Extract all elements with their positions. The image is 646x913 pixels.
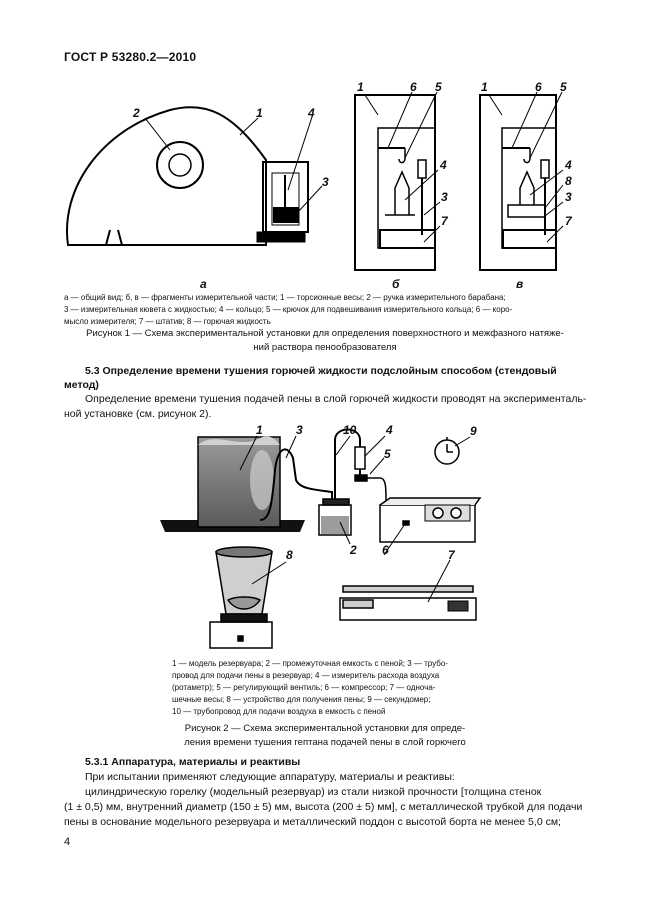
fig1b-callout: 7 (441, 214, 448, 228)
fig1c-callout: 4 (565, 158, 572, 172)
section-5-3-1-body (64, 770, 590, 830)
fig1-sublabel-a: а (200, 277, 207, 291)
section-5-3-paragraph (64, 392, 590, 422)
para-line: ной установке (см. рисунок 2). (64, 408, 212, 420)
fig2-callout: 3 (296, 423, 303, 437)
fig2-scales-7 (340, 586, 476, 620)
caption-line: ления времени тушения гептана подачей пены в слой горючего (184, 737, 466, 748)
figure-1c-leader-lines (489, 92, 563, 242)
fig2-callout: 6 (382, 543, 389, 557)
fig2-callout: 9 (470, 424, 477, 438)
figure-1c-fragment (480, 95, 556, 270)
figure-1-legend (64, 292, 586, 328)
page-number: 4 (64, 836, 71, 848)
fig2-valve-5 (355, 475, 386, 505)
fig1c-callout: 3 (565, 190, 572, 204)
fig1-sublabel-c: в (516, 277, 524, 291)
para-line: Определение времени тушения подачей пены в слой горючей жидкости проводят на эксперименталь- (85, 393, 587, 405)
fig1b-callout: 4 (440, 158, 447, 172)
fig1a-callout: 3 (322, 175, 329, 189)
figure-2-legend (172, 658, 485, 718)
fig2-foam-device-8 (210, 547, 272, 648)
fig2-callout: 10 (343, 423, 357, 437)
legend-line: 1 — модель резервуара; 2 — промежуточная емкость с пеной; 3 — трубо- (172, 659, 448, 668)
fig2-callout: 4 (386, 423, 393, 437)
para-line: пены в основание модельного резервуара и металлический поддон с высотой борта не менее 5,0 см; (64, 816, 561, 828)
fig1b-callout: 3 (441, 190, 448, 204)
caption-line: Рисунок 1 — Схема экспериментальной установки для определения поверхностного и межфазного натяже- (86, 328, 564, 339)
para-line: цилиндрическую горелку (модельный резервуар) из стали низкой прочности [толщина стенок (85, 786, 542, 798)
figure-1a-balance (67, 107, 308, 245)
legend-line: 10 — трубопровод для подачи воздуха в емкость с пеной (172, 707, 386, 716)
legend-line: 3 — измерительная кювета с жидкостью; 4 — кольцо; 5 — крючок для подвешивания измерительного кольца; 6 — коро- (64, 305, 513, 314)
fig1c-callout: 6 (535, 80, 542, 94)
fig1a-callout: 4 (308, 106, 315, 120)
section-5-3-1-title: 5.3.1 Аппаратура, материалы и реактивы (85, 756, 301, 768)
fig1c-callout: 1 (481, 80, 488, 94)
figure-2-caption (160, 722, 490, 750)
fig1c-callout: 7 (565, 214, 572, 228)
fig2-rotameter-4 (355, 447, 365, 478)
fig1c-callout: 5 (560, 80, 567, 94)
legend-line: шечные весы; 8 — устройство для получения пены; 9 — секундомер; (172, 695, 431, 704)
legend-line: мысло измерителя; 7 — штатив; 8 — горючая жидкость (64, 317, 271, 326)
fig1b-callout: 1 (357, 80, 364, 94)
legend-line: провод для подачи пены в резервуар; 4 — измеритель расхода воздуха (172, 671, 440, 680)
fig2-stopwatch-9 (435, 437, 459, 464)
fig1b-callout: 6 (410, 80, 417, 94)
legend-line: (ротаметр); 5 — регулирующий вентиль; 6 — компрессор; 7 — одноча- (172, 683, 436, 692)
fig2-callout: 8 (286, 548, 293, 562)
para-line: (1 ± 0,5) мм, внутренний диаметр (150 ± 5) мм, высота (200 ± 5) мм], с металлической трубкой для подачи (64, 801, 583, 813)
figure-1-caption (64, 327, 586, 355)
fig2-compressor-6 (380, 498, 480, 542)
fig1c-callout: 8 (565, 174, 572, 188)
figure-1a-leader-lines (145, 117, 322, 212)
figure-1b-leader-lines (365, 92, 440, 242)
fig2-callout: 2 (350, 543, 357, 557)
caption-line: Рисунок 2 — Схема экспериментальной установки для опреде- (184, 723, 466, 734)
fig1a-callout: 2 (133, 106, 140, 120)
fig2-callout: 5 (384, 447, 391, 461)
title-line: 5.3 Определение времени тушения горючей жидкости подслойным способом (стендовый (85, 365, 557, 377)
figure-2-drawing (0, 420, 646, 660)
caption-line: ний раствора пенообразователя (253, 342, 397, 353)
para-line: При испытании применяют следующие аппаратуру, материалы и реактивы: (85, 771, 455, 783)
fig1-sublabel-b: б (392, 277, 400, 291)
title-line: метод) (64, 379, 99, 391)
document-header: ГОСТ Р 53280.2—2010 (64, 50, 197, 64)
fig2-callout: 1 (256, 423, 263, 437)
section-5-3-title (64, 364, 590, 392)
fig1a-callout: 1 (256, 106, 263, 120)
fig2-vessel-2 (319, 499, 351, 535)
fig1b-callout: 5 (435, 80, 442, 94)
legend-line: а — общий вид; б, в — фрагменты измерительной части; 1 — торсионные весы; 2 — ручка измерительного барабана; (64, 293, 506, 302)
fig2-callout: 7 (448, 548, 455, 562)
